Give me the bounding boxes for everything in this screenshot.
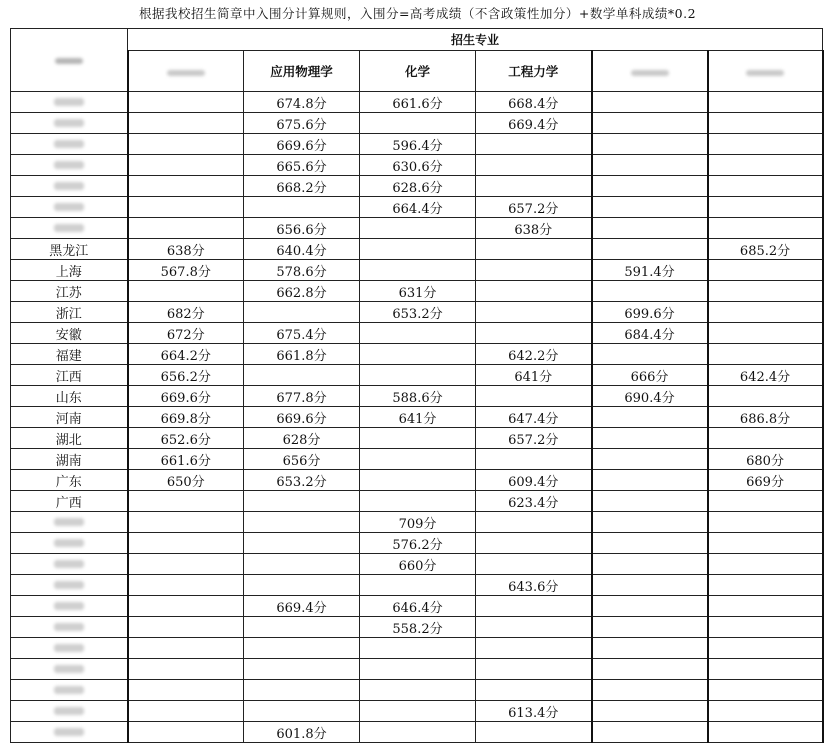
score-cell — [708, 701, 823, 722]
score-cell — [592, 218, 708, 239]
score-cell: 613.4分 — [476, 701, 592, 722]
score-cell: 669.4分 — [476, 113, 592, 134]
score-cell — [708, 176, 823, 197]
score-cell — [128, 638, 244, 659]
province-cell: 山东 — [11, 386, 128, 407]
score-cell — [360, 260, 476, 281]
score-cell — [128, 512, 244, 533]
score-cell — [592, 134, 708, 155]
score-cell: 675.4分 — [244, 323, 360, 344]
table-caption: 根据我校招生简章中入围分计算规则，入围分=高考成绩（不含政策性加分）+数学单科成绩*0.2 — [138, 6, 697, 21]
table-row — [11, 701, 823, 722]
score-cell — [708, 491, 823, 512]
score-cell — [360, 722, 476, 743]
score-cell — [476, 722, 592, 743]
table-row — [11, 470, 823, 491]
major-header-2: 应用物理学 — [244, 51, 360, 92]
score-cell: 690.4分 — [592, 386, 708, 407]
score-cell: 567.8分 — [128, 260, 244, 281]
redacted-header-mark — [55, 58, 83, 64]
score-cell: 664.2分 — [128, 344, 244, 365]
score-cell — [244, 512, 360, 533]
province-cell — [11, 134, 128, 155]
score-cell: 666分 — [592, 365, 708, 386]
score-cell — [476, 134, 592, 155]
score-cell: 652.6分 — [128, 428, 244, 449]
score-cell: 685.2分 — [708, 239, 823, 260]
table-row — [11, 722, 823, 743]
score-cell — [592, 344, 708, 365]
province-cell — [11, 512, 128, 533]
score-cell — [592, 659, 708, 680]
score-cell: 646.4分 — [360, 596, 476, 617]
score-cell: 660分 — [360, 554, 476, 575]
province-cell — [11, 92, 128, 113]
score-cell: 661.6分 — [128, 449, 244, 470]
score-cell — [592, 575, 708, 596]
major-header-1 — [128, 51, 244, 92]
score-cell — [708, 512, 823, 533]
table-row — [11, 281, 823, 302]
redacted-province-mark — [54, 119, 84, 127]
score-cell — [592, 470, 708, 491]
table-row — [11, 407, 823, 428]
redacted-header-mark — [631, 70, 669, 76]
score-cell: 672分 — [128, 323, 244, 344]
score-cell: 628分 — [244, 428, 360, 449]
score-cell — [708, 722, 823, 743]
score-cell — [592, 155, 708, 176]
score-cell — [476, 680, 592, 701]
score-cell — [476, 323, 592, 344]
score-cell — [476, 239, 592, 260]
score-cell: 669.6分 — [244, 407, 360, 428]
province-cell: 浙江 — [11, 302, 128, 323]
redacted-province-mark — [54, 665, 84, 673]
score-cell — [476, 617, 592, 638]
province-cell: 广西 — [11, 491, 128, 512]
table-row — [11, 176, 823, 197]
score-cell — [476, 281, 592, 302]
score-cell: 653.2分 — [244, 470, 360, 491]
province-cell — [11, 113, 128, 134]
table-row — [11, 680, 823, 701]
score-cell — [360, 491, 476, 512]
score-cell: 664.4分 — [360, 197, 476, 218]
score-cell — [244, 638, 360, 659]
score-cell — [128, 722, 244, 743]
table-row — [11, 617, 823, 638]
table-row — [11, 218, 823, 239]
table-row — [11, 596, 823, 617]
score-cell: 686.8分 — [708, 407, 823, 428]
redacted-province-mark — [54, 161, 84, 169]
score-cell — [592, 281, 708, 302]
score-cell: 601.8分 — [244, 722, 360, 743]
score-cell: 642.4分 — [708, 365, 823, 386]
score-cell — [128, 281, 244, 302]
province-cell: 江西 — [11, 365, 128, 386]
score-cell — [476, 260, 592, 281]
score-cell — [592, 701, 708, 722]
score-cell — [360, 680, 476, 701]
score-cell: 588.6分 — [360, 386, 476, 407]
score-cell — [128, 533, 244, 554]
score-cell: 657.2分 — [476, 197, 592, 218]
score-cell — [128, 491, 244, 512]
score-cell: 674.8分 — [244, 92, 360, 113]
score-cell — [360, 365, 476, 386]
score-cell — [476, 596, 592, 617]
score-cell — [708, 155, 823, 176]
province-cell: 广东 — [11, 470, 128, 491]
score-cell — [244, 197, 360, 218]
score-cell — [476, 659, 592, 680]
score-cell: 668.2分 — [244, 176, 360, 197]
score-cell — [360, 701, 476, 722]
score-cell — [128, 218, 244, 239]
score-cell — [476, 155, 592, 176]
score-cell — [708, 554, 823, 575]
table-body — [11, 92, 823, 743]
province-cell — [11, 617, 128, 638]
score-cell — [360, 659, 476, 680]
score-cell — [476, 638, 592, 659]
score-cell: 661.8分 — [244, 344, 360, 365]
score-cell: 647.4分 — [476, 407, 592, 428]
score-cell: 638分 — [476, 218, 592, 239]
table-row — [11, 344, 823, 365]
table-row — [11, 197, 823, 218]
score-cell: 656分 — [244, 449, 360, 470]
province-cell: 江苏 — [11, 281, 128, 302]
score-cell — [128, 575, 244, 596]
province-cell: 福建 — [11, 344, 128, 365]
table-row — [11, 428, 823, 449]
major-header-6 — [708, 51, 823, 92]
score-cell — [244, 701, 360, 722]
redacted-province-mark — [54, 140, 84, 148]
score-cell — [708, 218, 823, 239]
score-cell: 578.6分 — [244, 260, 360, 281]
score-cell — [708, 680, 823, 701]
score-cell — [592, 512, 708, 533]
score-cell — [128, 596, 244, 617]
score-cell — [708, 302, 823, 323]
table-row — [11, 659, 823, 680]
score-cell — [244, 617, 360, 638]
score-cell — [592, 428, 708, 449]
score-cell — [360, 470, 476, 491]
score-cell — [592, 239, 708, 260]
score-cell: 669分 — [708, 470, 823, 491]
score-cell: 665.6分 — [244, 155, 360, 176]
table-row — [11, 113, 823, 134]
score-cell — [128, 659, 244, 680]
score-cell: 653.2分 — [360, 302, 476, 323]
redacted-province-mark — [54, 728, 84, 736]
score-cell: 680分 — [708, 449, 823, 470]
score-cell — [476, 449, 592, 470]
score-cell — [244, 491, 360, 512]
score-cell — [592, 596, 708, 617]
redacted-province-mark — [54, 644, 84, 652]
table-row — [11, 638, 823, 659]
score-cell: 669.4分 — [244, 596, 360, 617]
score-cell: 591.4分 — [592, 260, 708, 281]
table-row — [11, 449, 823, 470]
score-cell — [360, 575, 476, 596]
score-cell: 699.6分 — [592, 302, 708, 323]
redacted-province-mark — [54, 98, 84, 106]
score-cell: 623.4分 — [476, 491, 592, 512]
score-cell: 630.6分 — [360, 155, 476, 176]
redacted-province-mark — [54, 686, 84, 694]
score-cell — [128, 92, 244, 113]
score-cell — [360, 218, 476, 239]
table-row — [11, 260, 823, 281]
score-cell — [476, 512, 592, 533]
score-cell: 675.6分 — [244, 113, 360, 134]
score-cell: 643.6分 — [476, 575, 592, 596]
score-cell — [244, 554, 360, 575]
redacted-province-mark — [54, 539, 84, 547]
redacted-province-mark — [54, 203, 84, 211]
major-header-4: 工程力学 — [476, 51, 592, 92]
score-cell: 656.2分 — [128, 365, 244, 386]
score-cell — [708, 428, 823, 449]
score-cell — [476, 533, 592, 554]
score-cell — [476, 302, 592, 323]
table-row — [11, 134, 823, 155]
score-cell — [708, 323, 823, 344]
score-cell: 638分 — [128, 239, 244, 260]
score-cell — [708, 638, 823, 659]
score-cell — [244, 575, 360, 596]
table-row — [11, 302, 823, 323]
score-cell: 682分 — [128, 302, 244, 323]
score-cell: 609.4分 — [476, 470, 592, 491]
table-row — [11, 365, 823, 386]
province-cell — [11, 218, 128, 239]
score-cell: 642.2分 — [476, 344, 592, 365]
province-header — [11, 29, 128, 92]
score-cell — [708, 281, 823, 302]
score-cell — [592, 491, 708, 512]
score-cell: 709分 — [360, 512, 476, 533]
score-cell — [592, 617, 708, 638]
score-cell — [708, 92, 823, 113]
major-header-3: 化学 — [360, 51, 476, 92]
table-row — [11, 554, 823, 575]
table-row — [11, 386, 823, 407]
score-cell — [128, 680, 244, 701]
score-cell: 628.6分 — [360, 176, 476, 197]
province-cell — [11, 155, 128, 176]
score-cell — [128, 113, 244, 134]
redacted-province-mark — [54, 182, 84, 190]
score-cell: 640.4分 — [244, 239, 360, 260]
score-cell — [592, 533, 708, 554]
redacted-province-mark — [54, 518, 84, 526]
province-cell — [11, 680, 128, 701]
score-cell — [592, 197, 708, 218]
score-cell — [360, 323, 476, 344]
score-cell — [708, 197, 823, 218]
table-row — [11, 239, 823, 260]
score-cell — [360, 638, 476, 659]
score-cell — [708, 134, 823, 155]
score-cell — [244, 680, 360, 701]
province-cell — [11, 176, 128, 197]
score-cell — [708, 575, 823, 596]
province-cell — [11, 659, 128, 680]
score-cell — [592, 407, 708, 428]
score-cell — [708, 344, 823, 365]
score-cell — [592, 176, 708, 197]
redacted-province-mark — [54, 560, 84, 568]
province-cell — [11, 722, 128, 743]
score-cell — [360, 113, 476, 134]
score-cell — [360, 428, 476, 449]
score-cell — [592, 113, 708, 134]
score-cell: 669.6分 — [244, 134, 360, 155]
score-cell — [592, 638, 708, 659]
score-cell: 684.4分 — [592, 323, 708, 344]
score-cell: 656.6分 — [244, 218, 360, 239]
score-cell — [360, 344, 476, 365]
score-cell — [592, 92, 708, 113]
redacted-province-mark — [54, 602, 84, 610]
province-cell — [11, 197, 128, 218]
score-cell — [128, 134, 244, 155]
score-cell: 669.6分 — [128, 386, 244, 407]
table-row — [11, 533, 823, 554]
score-cell: 650分 — [128, 470, 244, 491]
score-cell — [592, 554, 708, 575]
score-cell — [128, 554, 244, 575]
score-cell — [476, 386, 592, 407]
score-cell — [360, 239, 476, 260]
score-cell — [244, 533, 360, 554]
score-cell: 668.4分 — [476, 92, 592, 113]
score-cell — [128, 155, 244, 176]
score-cell: 669.8分 — [128, 407, 244, 428]
score-cell: 661.6分 — [360, 92, 476, 113]
province-cell — [11, 554, 128, 575]
province-cell — [11, 701, 128, 722]
score-cell — [128, 617, 244, 638]
major-group-header: 招生专业 — [128, 29, 823, 51]
table-row — [11, 92, 823, 113]
score-cell: 641分 — [476, 365, 592, 386]
province-cell — [11, 533, 128, 554]
score-cell — [476, 554, 592, 575]
admission-score-table — [10, 28, 824, 743]
score-cell: 662.8分 — [244, 281, 360, 302]
score-cell — [708, 386, 823, 407]
redacted-header-mark — [167, 70, 205, 76]
redacted-header-mark — [746, 70, 784, 76]
score-cell — [244, 302, 360, 323]
score-cell — [360, 449, 476, 470]
score-cell — [244, 659, 360, 680]
redacted-province-mark — [54, 224, 84, 232]
score-cell — [708, 533, 823, 554]
score-cell: 631分 — [360, 281, 476, 302]
redacted-province-mark — [54, 623, 84, 631]
score-cell — [708, 596, 823, 617]
province-cell: 上海 — [11, 260, 128, 281]
score-cell — [592, 722, 708, 743]
province-cell — [11, 575, 128, 596]
score-cell — [592, 680, 708, 701]
province-cell — [11, 638, 128, 659]
score-cell — [476, 176, 592, 197]
score-cell: 641分 — [360, 407, 476, 428]
province-cell: 黑龙江 — [11, 239, 128, 260]
major-header-5 — [592, 51, 708, 92]
score-cell — [708, 617, 823, 638]
score-cell: 657.2分 — [476, 428, 592, 449]
score-cell — [128, 701, 244, 722]
province-cell: 安徽 — [11, 323, 128, 344]
score-cell: 558.2分 — [360, 617, 476, 638]
score-cell — [708, 659, 823, 680]
score-cell — [708, 260, 823, 281]
score-cell: 576.2分 — [360, 533, 476, 554]
table-row — [11, 491, 823, 512]
score-cell — [592, 449, 708, 470]
table-row — [11, 155, 823, 176]
score-cell — [708, 113, 823, 134]
province-cell — [11, 596, 128, 617]
table-row — [11, 512, 823, 533]
redacted-province-mark — [54, 707, 84, 715]
table-row — [11, 323, 823, 344]
province-cell: 湖北 — [11, 428, 128, 449]
province-cell: 河南 — [11, 407, 128, 428]
score-cell: 677.8分 — [244, 386, 360, 407]
province-cell: 湖南 — [11, 449, 128, 470]
score-cell — [128, 197, 244, 218]
redacted-province-mark — [54, 581, 84, 589]
table-row — [11, 575, 823, 596]
score-cell: 596.4分 — [360, 134, 476, 155]
score-cell — [244, 365, 360, 386]
score-cell — [128, 176, 244, 197]
